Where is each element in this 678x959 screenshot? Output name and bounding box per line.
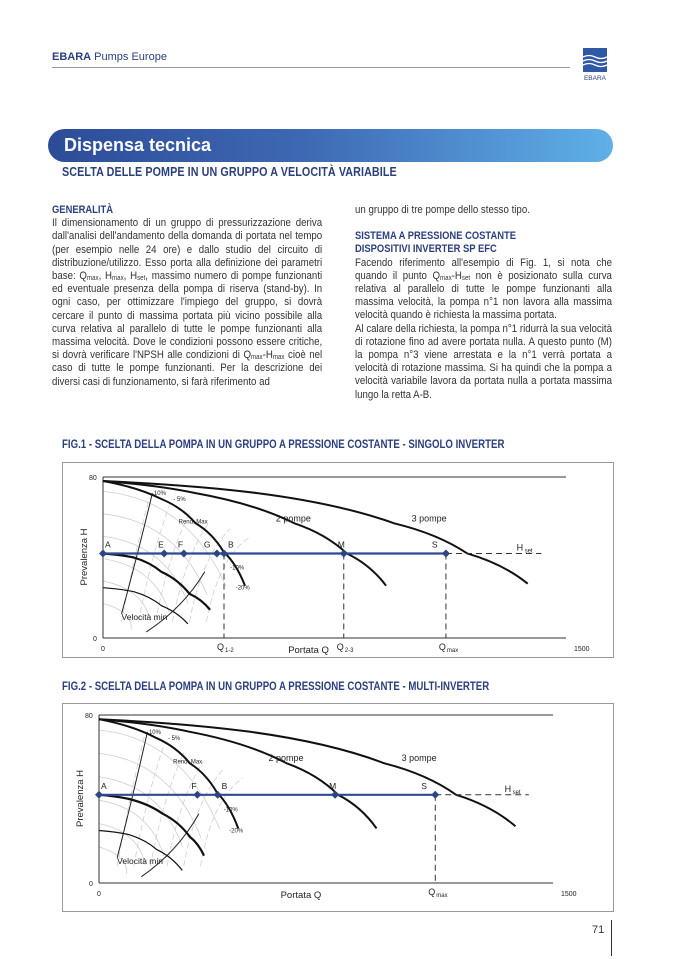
q-mark-subscript: 1-2 xyxy=(224,648,234,654)
point-label-b: B xyxy=(227,539,234,550)
figure-1-chart xyxy=(62,462,614,658)
text-run: , H xyxy=(98,270,113,283)
q-mark-subscript: max xyxy=(436,893,448,899)
point-label-g: G xyxy=(203,539,211,550)
annotation--5-: - 5% xyxy=(168,736,181,743)
y-tick-label: 0 xyxy=(93,636,97,643)
subscript: max xyxy=(440,274,452,282)
paragraph-intro: un gruppo di tre pompe dello stesso tipo. xyxy=(355,204,530,216)
point-marker-s xyxy=(431,791,439,799)
annotation-rend-max: Rend. Max xyxy=(178,519,208,526)
page-subtitle: SCELTA DELLE POMPE IN UN GRUPPO A VELOCITÀ VARIABILE xyxy=(62,165,397,179)
x-tick-label: 1500 xyxy=(574,646,590,653)
point-marker-g xyxy=(213,549,221,557)
text-run: -H xyxy=(451,269,462,282)
section-banner xyxy=(48,129,613,162)
iso-speed-gridline xyxy=(99,730,220,829)
hset-subscript: set xyxy=(524,548,533,555)
q-mark-subscript: 2-3 xyxy=(344,648,354,654)
ebara-logo xyxy=(578,48,612,82)
x-tick-label: 1500 xyxy=(561,891,577,898)
annotation-velocit-min: Velocità min xyxy=(121,611,168,622)
point-label-b: B xyxy=(221,780,228,791)
point-label-a: A xyxy=(105,539,111,550)
annotation--20-: -20% xyxy=(229,828,244,835)
q-mark-label: Q xyxy=(216,642,225,652)
point-marker-a xyxy=(99,549,107,557)
subscript: max xyxy=(86,275,99,283)
point-marker-m xyxy=(331,791,339,799)
paragraph-sistema xyxy=(355,257,612,323)
figure-1-caption: FIG.1 - SCELTA DELLA POMPA IN UN GRUPPO A PRESSIONE COSTANTE - SINGOLO INVERTER xyxy=(62,439,505,451)
y-tick-label: 80 xyxy=(89,475,97,482)
subscript: max xyxy=(272,354,285,362)
page-number-rule xyxy=(611,920,612,956)
point-label-f: F xyxy=(191,780,197,791)
brand-name: EBARA xyxy=(52,51,92,63)
point-marker-e xyxy=(160,549,168,557)
annotation-2-pompe: 2 pompe xyxy=(275,513,311,524)
subscript: set xyxy=(461,274,471,282)
x-tick-label: 0 xyxy=(97,891,101,898)
x-axis-label: Portata Q xyxy=(288,645,329,656)
max-efficiency-line xyxy=(141,814,199,877)
annotation--10-: -10% xyxy=(223,807,238,814)
text-run: Facendo riferimento all'esempio di Fig. 1, si nota che quando il punto Q xyxy=(355,256,612,282)
text-run: , massimo numero di pompe funzionanti ed eventuale presenza della pompa di riserva (stand-by). In ogni caso, per ottimizzare l'impiego del gruppo, si dovrà cercare il punto di massima portata più vicino possibile alla curva relativa al parallelo di tutte le pompe funzionanti alla massima velocità. Dove le condizioni possono essere critiche, si dovrà verificare l'NPSH alle condizioni di Q xyxy=(52,270,323,362)
brand-suffix: Pumps Europe xyxy=(91,51,167,63)
text-run: , H xyxy=(123,270,138,283)
text-run: Al calare della richiesta, la pompa n°1 ridurrà la sua velocità di rotazione fino ad avere portata nulla. A questo punto (M) la pompa n°3 viene arrestata e la n°1 verrà portata a velocità di rotazione massima. Si ha quindi che la pompa a velocità variabile lavora da portata nulla a portata massima lungo la retta A-B. xyxy=(355,322,612,401)
point-label-f: F xyxy=(177,539,184,550)
subscript: set xyxy=(137,275,146,283)
annotation--10-: -10% xyxy=(230,565,245,572)
text-run: Il dimensionamento di un gruppo di pressurizzazione deriva dall'analisi dell'andamento della domanda di portata nel tempo (per esempio nelle 24 ore) e dallo studio del circuito di distribuzione/utilizzo. Esso porta alla definizione dei parametri base: Q xyxy=(52,217,323,283)
paragraph-calare xyxy=(355,323,612,402)
annotation-rend-max: Rend. Max xyxy=(173,759,203,766)
annotation--20-: -20% xyxy=(235,585,250,592)
annotation-2-pompe: 2 pompe xyxy=(268,753,304,764)
annotation-3-pompe: 3 pompe xyxy=(411,513,447,524)
header-rule xyxy=(52,67,570,68)
hset-label: H xyxy=(504,783,512,794)
q-mark-label: Q xyxy=(438,642,446,652)
heading-sistema: SISTEMA A PRESSIONE COSTANTE xyxy=(355,230,517,243)
y-tick-label: 80 xyxy=(85,713,93,720)
q-mark-label: Q xyxy=(336,642,344,652)
page-number: 71 xyxy=(592,924,605,936)
logo-text: EBARA xyxy=(583,75,607,82)
point-label-m: M xyxy=(329,780,337,791)
paragraph-generalita xyxy=(52,217,322,389)
point-label-a: A xyxy=(101,780,107,791)
annotation-10-: 10% xyxy=(153,491,166,498)
annotation-10-: 10% xyxy=(148,729,161,736)
figure-1-svg xyxy=(63,463,613,657)
text-run: -H xyxy=(262,349,273,362)
brand-header xyxy=(52,51,167,63)
text-run: non è posizionato sulla curva relativa al parallelo di tutte le pompe funzionanti alla massima velocità, la pompa n°1 non lavora alla massima velocità quando è richiesta la massima portata. xyxy=(355,269,612,322)
point-label-m: M xyxy=(337,539,345,550)
annotation-3-pompe: 3 pompe xyxy=(401,753,437,764)
point-marker-s xyxy=(442,549,450,557)
hset-label: H xyxy=(516,542,524,553)
point-label-e: E xyxy=(158,539,164,550)
point-label-s: S xyxy=(421,780,427,791)
banner-title: Dispensa tecnica xyxy=(64,135,212,155)
figure-2-chart xyxy=(62,703,614,912)
annotation--5-: - 5% xyxy=(173,497,186,504)
right-column xyxy=(355,204,612,402)
point-marker-m xyxy=(340,549,348,557)
point-marker-f xyxy=(180,549,188,557)
y-tick-label: 0 xyxy=(89,881,93,888)
y-axis-label: Prevalenza H xyxy=(79,528,90,586)
heading-dispositivi: DISPOSITIVI INVERTER SP EFC xyxy=(355,243,497,256)
x-axis-label: Portata Q xyxy=(280,890,322,901)
point-label-s: S xyxy=(431,539,438,550)
q-mark-subscript: max xyxy=(446,648,459,654)
curve-2-pompe xyxy=(103,481,386,586)
subscript: max xyxy=(112,275,124,283)
subscript: max xyxy=(250,354,263,362)
heading-generalita: GENERALITÀ xyxy=(52,204,114,216)
figure-2-caption: FIG.2 - SCELTA DELLA POMPA IN UN GRUPPO A PRESSIONE COSTANTE - MULTI-INVERTER xyxy=(62,681,490,693)
curve-2-pompe xyxy=(99,719,377,828)
text-run: cioè nel caso di tutte le pompe funzionanti. Per la descrizione dei diversi casi di funzionamento, si farà riferimento ad xyxy=(52,349,323,388)
hset-subscript: set xyxy=(512,789,521,796)
figure-2-svg xyxy=(63,704,613,911)
point-marker-a xyxy=(95,791,103,799)
y-axis-label: Prevalenza H xyxy=(75,769,86,827)
x-tick-label: 0 xyxy=(101,646,105,653)
q-mark-label: Q xyxy=(428,887,436,897)
left-column xyxy=(52,204,322,389)
annotation-velocit-min: Velocità min xyxy=(117,856,164,867)
